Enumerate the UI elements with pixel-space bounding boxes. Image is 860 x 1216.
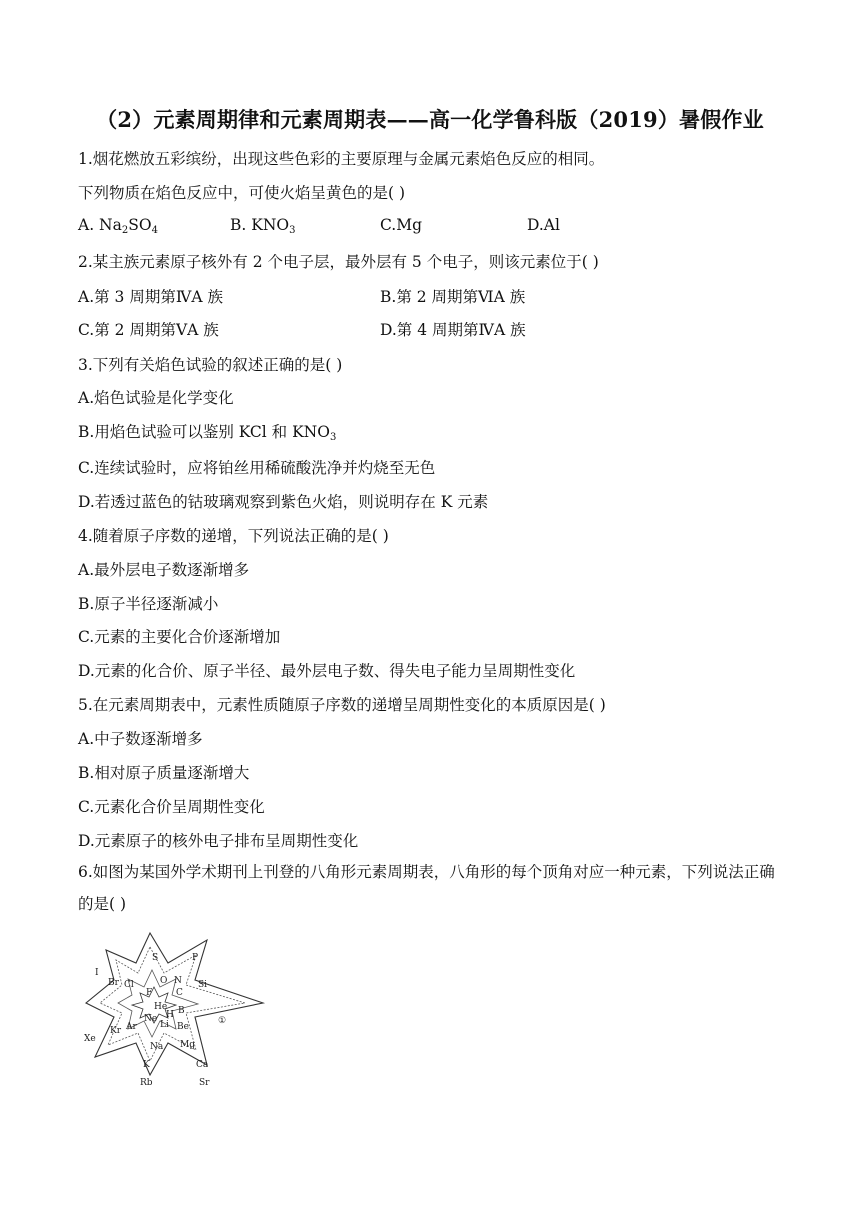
q5-option-a: A.中子数逐渐增多: [78, 730, 203, 748]
label-kr: Kr: [110, 1026, 122, 1036]
label-c: C: [176, 988, 183, 998]
q3-option-b: B.用焰色试验可以鉴别 KCl 和 $KNO_3$: [78, 423, 337, 443]
q1-option-a: A. $Na_2SO_4$: [78, 216, 158, 236]
label-mg: Mg: [180, 1040, 195, 1050]
label-p: P: [192, 953, 199, 963]
q5-option-d: D.元素原子的核外电子排布呈周期性变化: [78, 832, 359, 850]
label-sr: Sr: [199, 1078, 210, 1088]
q4-option-b: B.原子半径逐渐减小: [78, 595, 219, 613]
q2-option-b: B.第 2 周期第ⅥA 族: [380, 288, 526, 306]
q5-option-c: C.元素化合价呈周期性变化: [78, 798, 265, 816]
star-diagram: [80, 925, 270, 1090]
q5-option-b: B.相对原子质量逐渐增大: [78, 764, 250, 782]
label-be: Be: [177, 1022, 189, 1032]
label-h: H: [166, 1010, 174, 1020]
q3-option-c: C.连续试验时，应将铂丝用稀硫酸洗净并灼烧至无色: [78, 459, 436, 477]
q1-option-c: C.Mg: [380, 216, 423, 234]
q4-option-a: A.最外层电子数逐渐增多: [78, 561, 250, 579]
label-circle-1: ①: [218, 1016, 227, 1026]
label-na: Na: [150, 1042, 164, 1052]
q3-stem: 3.下列有关焰色试验的叙述正确的是( ): [78, 356, 343, 374]
label-n: N: [174, 976, 182, 986]
label-rb: Rb: [140, 1078, 153, 1088]
q1-option-d: D.Al: [527, 216, 560, 234]
q4-stem: 4.随着原子序数的递增，下列说法正确的是( ): [78, 527, 389, 545]
label-ca: Ca: [196, 1060, 209, 1070]
page-title: （2）元素周期律和元素周期表——高一化学鲁科版（2019）暑假作业: [96, 107, 764, 132]
q2-option-d: D.第 4 周期第ⅣA 族: [380, 321, 526, 339]
q1-stem-line2: 下列物质在焰色反应中，可使火焰呈黄色的是( ): [78, 184, 406, 202]
label-b: B: [178, 1006, 185, 1016]
label-i: I: [95, 968, 99, 978]
label-br: Br: [108, 978, 119, 988]
label-li: Li: [160, 1020, 169, 1030]
label-si: Si: [198, 980, 208, 990]
label-o: O: [160, 976, 168, 986]
q2-option-a: A.第 3 周期第ⅣA 族: [78, 288, 223, 306]
q5-stem: 5.在元素周期表中，元素性质随原子序数的递增呈周期性变化的本质原因是( ): [78, 696, 606, 714]
q6-stem: 6.如图为某国外学术期刊上刊登的八角形元素周期表，八角形的每个顶角对应一种元素，下列说法正确的是( ): [78, 863, 775, 913]
q2-option-c: C.第 2 周期第ⅤA 族: [78, 321, 219, 339]
q4-option-d: D.元素的化合价、原子半径、最外层电子数、得失电子能力呈周期性变化: [78, 662, 576, 680]
label-cl: Cl: [124, 980, 134, 990]
label-s: S: [152, 953, 159, 963]
q1-option-b: B. $KNO_3$: [230, 216, 296, 236]
label-xe: Xe: [84, 1034, 96, 1044]
q3-option-a: A.焰色试验是化学变化: [78, 389, 234, 407]
outer-star: [86, 933, 263, 1075]
q2-stem: 2.某主族元素原子核外有 2 个电子层，最外层有 5 个电子，则该元素位于( ): [78, 253, 599, 271]
octagonal-periodic-table-figure: [80, 925, 270, 1090]
label-k: K: [143, 1060, 150, 1070]
q1-stem-line1: 1.烟花燃放五彩缤纷，出现这些色彩的主要原理与金属元素焰色反应的相同。: [78, 150, 605, 168]
label-he: He: [154, 1002, 168, 1012]
label-ar: Ar: [126, 1022, 137, 1032]
q4-option-c: C.元素的主要化合价逐渐增加: [78, 628, 281, 646]
label-ne: Ne: [144, 1014, 158, 1024]
q3-option-d: D.若透过蓝色的钴玻璃观察到紫色火焰，则说明存在 K 元素: [78, 493, 489, 511]
label-f: F: [146, 988, 153, 998]
